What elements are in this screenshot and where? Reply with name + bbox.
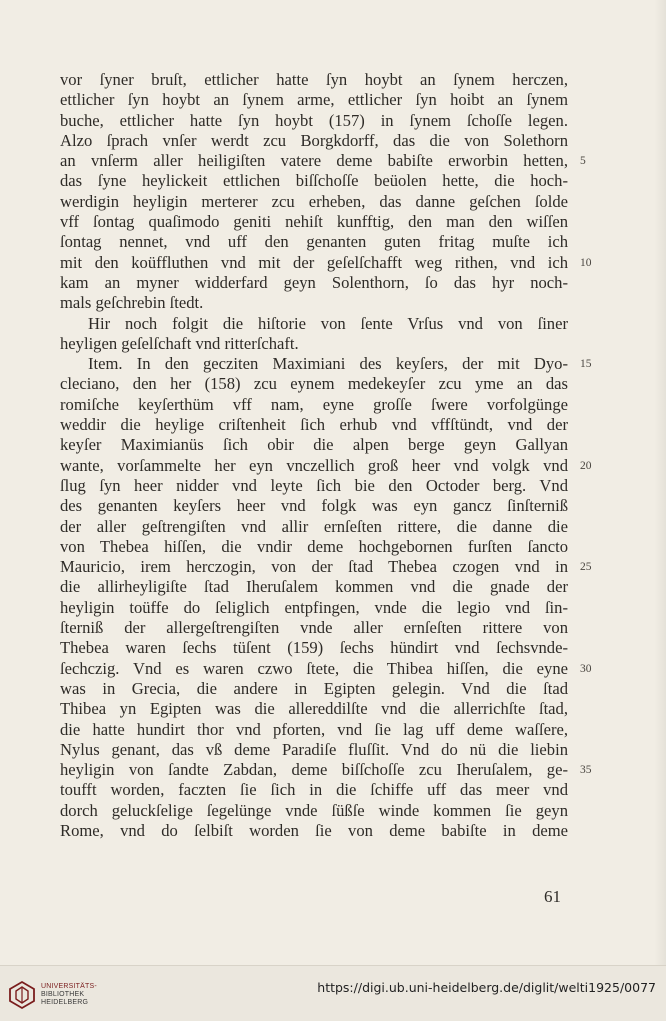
library-logo-text [41,983,97,1007]
text-line: kam an myner widderfard geyn Solenthorn, ſo das hyr noch- [60,272,568,292]
text-line: buche, ettlicher hatte ſyn hoybt (157) in ſynem ſchoſſe legen. [60,110,568,130]
text-line: keyſer Maximianüs ſich obir die alpen berge geyn Gallyan [60,435,568,455]
text-line: dorch geluckſelige ſegelünge vnde ſüßſe winde kommen ſie geyn [60,800,568,820]
text-line: ettlicher ſyn hoybt an ſynem arme, ettlicher ſyn hoibt an ſynem [60,90,568,110]
text-line: werdigin heyligin merterer zcu erheben, das danne geſchen ſolde [60,191,568,211]
margin-line-number: 20 [580,459,592,472]
text-line: die hatte hundirt thor vnd pforten, vnd ſie lag uff deme waſſere, [60,719,568,739]
text-line: wante, vorſammelte her eyn vnczellich groß heer vnd volgk vnd 20 [60,455,592,475]
text-line: Thebea waren ſechs tüſent (159) ſechs hündirt vnd ſechsvnde- [60,638,568,658]
text-line: heyligin von ſandte Zabdan, deme biſſchoſſe zcu Iheruſalem, ge- 35 [60,760,592,780]
margin-line-number: 5 [580,155,586,168]
logo-line-2: BIBLIOTHEK [41,991,85,998]
text-line: vff ſontag quaſimodo geniti nehiſt kunfftig, den man den wiſſen [60,212,568,232]
text-line: toufft worden, faczten ſie ſich in die ſchiffe uff das meer vnd [60,780,568,800]
text-line: ſontag nennet, vnd uff den genanten guten fritag muſte ich [60,232,568,252]
text-line: was in Grecia, die andere in Egipten gelegin. Vnd die ſtad [60,678,568,698]
text-line: mals geſchrebin ſtedt. [60,293,204,313]
text-line: cleciano, den her (158) zcu eynem medekeyſer zcu yme an das [60,374,568,394]
text-line: ſlug ſyn heer nidder vnd leyte ſich bie den Octoder berg. Vnd [60,475,568,495]
margin-line-number: 25 [580,561,592,574]
margin-line-number: 35 [580,764,592,777]
text-line: heyligin toüffe do ſeliglich entpfingen, vnde die legio vnd ſin- [60,597,568,617]
text-line: weddir die heylige criſtenheit ſich erhub vnd vffſtündt, vnd der [60,415,568,435]
text-line: Alzo ſprach vnſer werdt zcu Borgkdorff, das die von Solethorn [60,130,568,150]
text-line: ſterniß der allergeſtrengiſten vnde aller ernſeſten rittere von [60,618,568,638]
text-line: Thibea yn Egipten was die allereddilſte vnd die allerrichſte ſtad, [60,699,568,719]
text-line: an vnſerm aller heiligiſten vatere deme babiſte erworbin hetten, 5 [60,151,586,171]
page-edge-shadow [654,0,666,965]
text-line: des genanten keyſers heer vnd folgk was eyn gancz ſinſterniß [60,496,568,516]
text-line: Item. In den gecziten Maximiani des keyſers, der mit Dyo- 15 [88,354,592,374]
text-line: die allirheyligiſte ſtad Iheruſalem kommen vnd die gnade der [60,577,568,597]
logo-line-3: HEIDELBERG [41,999,89,1006]
text-line: Rome, vnd do ſelbiſt worden ſie von deme babiſte in deme [60,820,568,840]
text-line: heyligen geſelſchaft vnd ritterſchaft. [60,333,299,353]
library-logo-icon [8,980,36,1010]
viewer-footer [0,965,666,1021]
permalink-url[interactable]: https://digi.ub.uni-heidelberg.de/diglit/welti1925/0077 [317,980,656,995]
body-text [60,70,592,841]
margin-line-number: 10 [580,256,592,269]
margin-line-number: 15 [580,358,592,371]
text-line: mit den koüffluthen vnd mit der geſelſchafft weg rithen, vnd ich 10 [60,252,592,272]
margin-line-number: 30 [580,662,592,675]
text-line: der aller geſtrengiſten vnd allir ernſeſten rittere, die danne die [60,516,568,536]
text-line: Hir noch folgit die hiſtorie von ſente Vrſus vnd von ſiner [88,313,568,333]
text-line: romiſche keyſerthüm vff nam, eyne groſſe ſwere vorfolgünge [60,394,568,414]
text-line: das ſyne heylickeit ettlichen biſſchoſſe beüolen hette, die hoch- [60,171,568,191]
text-line: Mauricio, irem herczogin, von der ſtad Thebea czogen vnd in 25 [60,557,592,577]
page-number: 61 [544,887,561,906]
text-line: ſechczig. Vnd es waren czwo ſtete, die Thibea hiſſen, die eyne 30 [60,658,592,678]
text-line: von Thebea hiſſen, die vndir deme hochgebornen furſten ſancto [60,536,568,556]
text-line: vor ſyner bruſt, ettlicher hatte ſyn hoybt an ſynem herczen, [60,70,568,89]
text-line: Nylus genant, das vß deme Paradiſe fluſſit. Vnd do nü die liebin [60,739,568,759]
logo-line-1: UNIVERSITÄTS- [41,983,97,990]
library-logo[interactable] [8,980,97,1010]
